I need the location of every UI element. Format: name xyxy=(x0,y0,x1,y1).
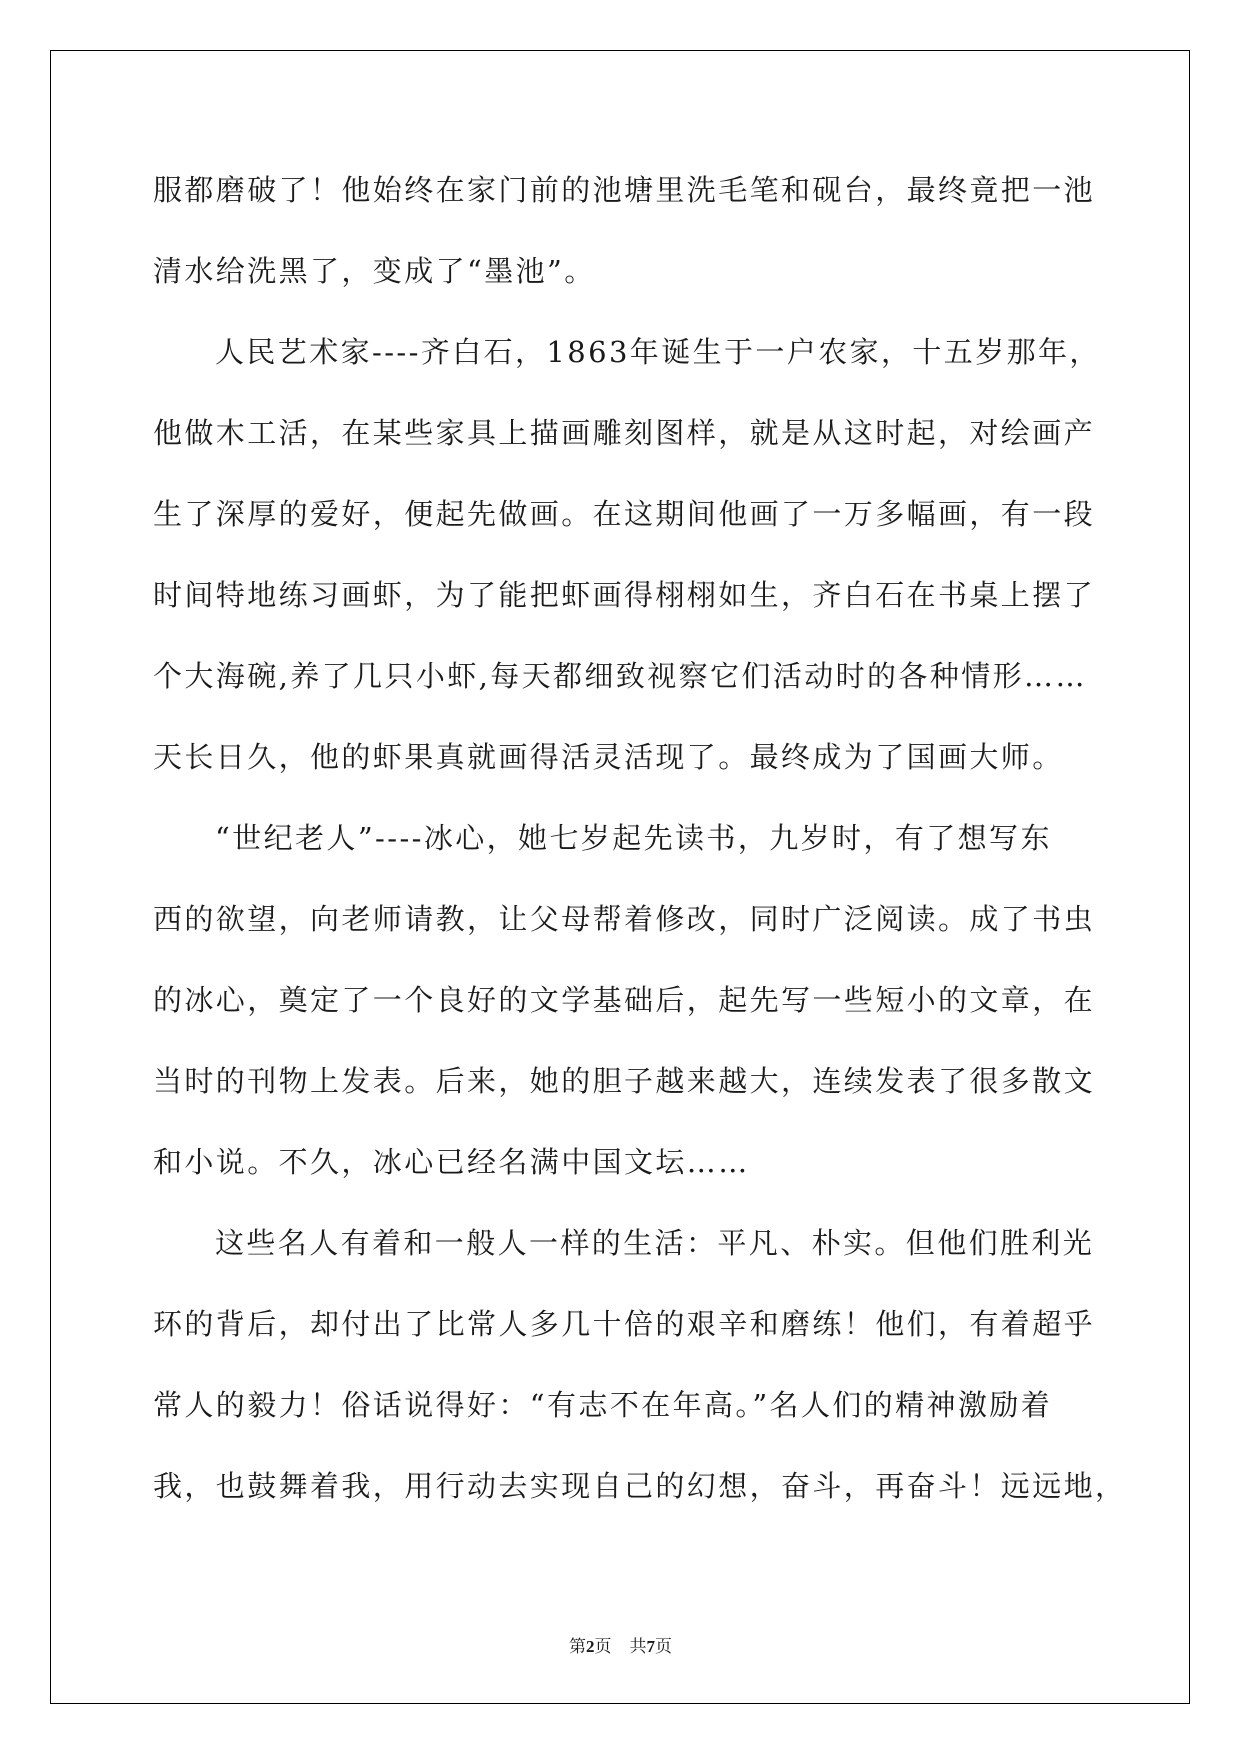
total-suffix: 页 xyxy=(655,1637,672,1656)
text-line: 当时的刊物上发表。后来，她的胆子越来越大，连续发表了很多散文 xyxy=(153,1064,1096,1098)
text-line: 常人的毅力！俗话说得好：“有志不在年高。”名人们的精神激励着 xyxy=(153,1388,1053,1422)
text-line: 生了深厚的爱好，便起先做画。在这期间他画了一万多幅画，有一段 xyxy=(153,497,1096,531)
text-line: 清水给洗黑了，变成了“墨池”。 xyxy=(153,254,596,288)
text-line: 环的背后，却付出了比常人多几十倍的艰辛和磨练！他们，有着超乎 xyxy=(153,1307,1096,1341)
text-line: 天长日久，他的虾果真就画得活灵活现了。最终成为了国画大师。 xyxy=(153,740,1064,774)
text-line: 的冰心，奠定了一个良好的文学基础后，起先写一些短小的文章，在 xyxy=(153,983,1096,1017)
text-line: 他做木工活，在某些家具上描画雕刻图样，就是从这时起，对绘画产 xyxy=(153,416,1096,450)
page-number: 2 xyxy=(586,1637,595,1656)
page-prefix: 第 xyxy=(569,1637,586,1656)
page-suffix: 页 xyxy=(594,1637,612,1656)
page-footer xyxy=(0,1632,1241,1657)
paragraph-start-line: 这些名人有着和一般人一样的生活：平凡、朴实。但他们胜利光 xyxy=(215,1226,1095,1260)
text-line: 和小说。不久，冰心已经名满中国文坛…… xyxy=(153,1145,750,1179)
paragraph-start-line: 人民艺术家----齐白石，1863年诞生于一户农家，十五岁那年， xyxy=(215,335,1101,369)
text-line: 西的欲望，向老师请教，让父母帮着修改，同时广泛阅读。成了书虫 xyxy=(153,902,1096,936)
paragraph-start-line: “世纪老人”----冰心，她七岁起先读书，九岁时，有了想写东 xyxy=(215,821,1052,855)
document-body xyxy=(153,150,1127,1527)
text-line: 个大海碗,养了几只小虾,每天都细致视察它们活动时的各种情形…… xyxy=(153,659,1087,693)
text-line: 我，也鼓舞着我，用行动去实现自己的幻想，奋斗，再奋斗！远远地， xyxy=(153,1469,1127,1503)
total-prefix: 共 xyxy=(629,1637,647,1656)
text-line: 服都磨破了！他始终在家门前的池塘里洗毛笔和砚台，最终竟把一池 xyxy=(153,173,1096,207)
total-pages: 7 xyxy=(646,1637,655,1656)
text-line: 时间特地练习画虾，为了能把虾画得栩栩如生，齐白石在书桌上摆了 xyxy=(153,578,1096,612)
